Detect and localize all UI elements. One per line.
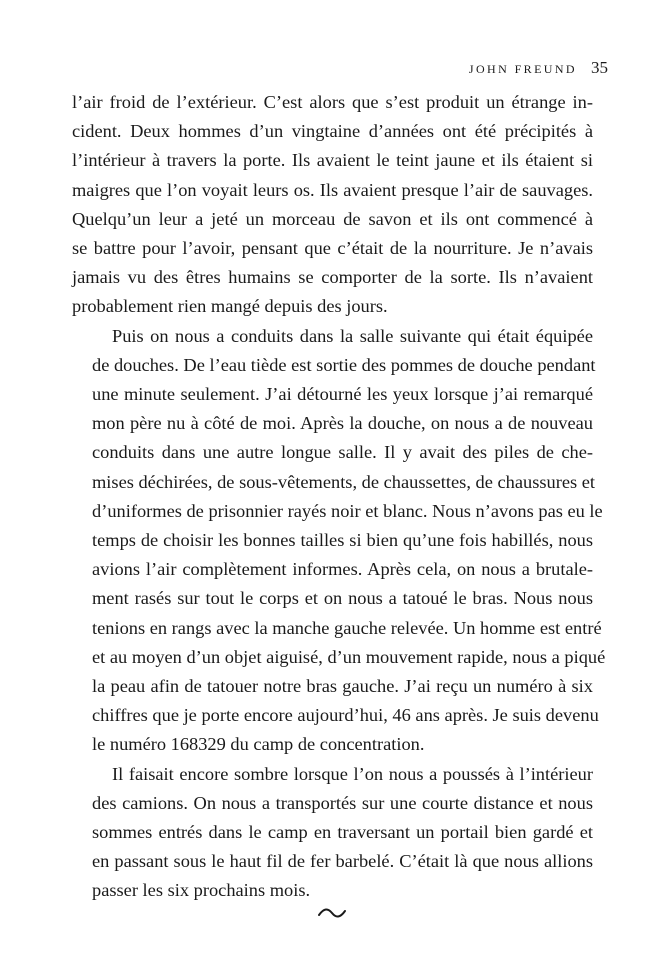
paragraph-1: [72, 88, 593, 322]
text-line: se battre pour l’avoir, pensant que c’était de la nourriture. Je n’avais: [72, 238, 593, 259]
text-line: sommes entrés dans le camp en traversant un portail bien gardé et: [92, 822, 593, 843]
text-line: en passant sous le haut fil de fer barbelé. C’était là que nous allions: [92, 851, 593, 872]
text-line: mises déchirées, de sous-vêtements, de chaussettes, de chaussures et: [92, 471, 596, 492]
paragraph-3: [72, 760, 593, 906]
text-line: la peau afin de tatouer notre bras gauche. J’ai reçu un numéro à six: [92, 676, 593, 697]
text-line: l’intérieur à travers la porte. Ils avaient le teint jaune et ils étaient si: [72, 150, 593, 171]
text-line: mon père nu à côté de moi. Après la douche, on nous a de nouveau: [92, 413, 593, 434]
text-line: jamais vu des êtres humains se comporter de la sorte. Ils n’avaient: [72, 267, 593, 288]
section-ornament: [0, 906, 664, 920]
text-line: chiffres que je porte encore aujourd’hui, 46 ans après. Je suis devenu: [92, 705, 599, 726]
text-line: tenions en rangs avec la manche gauche relevée. Un homme est entré: [92, 617, 602, 638]
text-line: cident. Deux hommes d’un vingtaine d’années ont été précipités à: [72, 121, 593, 142]
text-line: ment rasés sur tout le corps et on nous a tatoué le bras. Nous nous: [92, 588, 593, 609]
text-line: maigres que l’on voyait leurs os. Ils avaient presque l’air de sauvages.: [72, 179, 593, 200]
paragraph-2: [72, 322, 606, 760]
text-line: de douches. De l’eau tiède est sortie des pommes de douche pendant: [92, 354, 596, 375]
text-line: le numéro 168329 du camp de concentration.: [92, 734, 425, 755]
text-line: une minute seulement. J’ai détourné les yeux lorsque j’ai remarqué: [92, 384, 593, 405]
text-line: Il faisait encore sombre lorsque l’on nous a poussés à l’intérieur: [112, 763, 593, 784]
text-line: Puis on nous a conduits dans la salle suivante qui était équipée: [112, 325, 593, 346]
tilde-ornament-icon: [317, 907, 347, 919]
text-line: probablement rien mangé depuis des jours.: [72, 296, 388, 317]
text-line: l’air froid de l’extérieur. C’est alors que s’est produit un étrange in-: [72, 92, 593, 112]
text-line: et au moyen d’un objet aiguisé, d’un mouvement rapide, nous a piqué: [92, 646, 606, 667]
text-line: Quelqu’un leur a jeté un morceau de savon et ils ont commencé à: [72, 208, 593, 229]
running-head: [469, 58, 608, 78]
running-head-author: JOHN FREUND: [468, 62, 577, 76]
text-line: temps de choisir les bonnes tailles si bien qu’une fois habillés, nous: [92, 530, 593, 551]
text-line: passer les six prochains mois.: [92, 880, 311, 901]
body-text: [72, 88, 606, 906]
text-line: avions l’air complètement informes. Après cela, on nous a brutale-: [92, 559, 593, 580]
text-line: des camions. On nous a transportés sur une courte distance et nous: [92, 792, 593, 813]
page-number: 35: [591, 58, 608, 77]
text-line: d’uniformes de prisonnier rayés noir et blanc. Nous n’avons pas eu le: [92, 500, 603, 521]
text-line: conduits dans une autre longue salle. Il y avait des piles de che-: [92, 442, 593, 463]
